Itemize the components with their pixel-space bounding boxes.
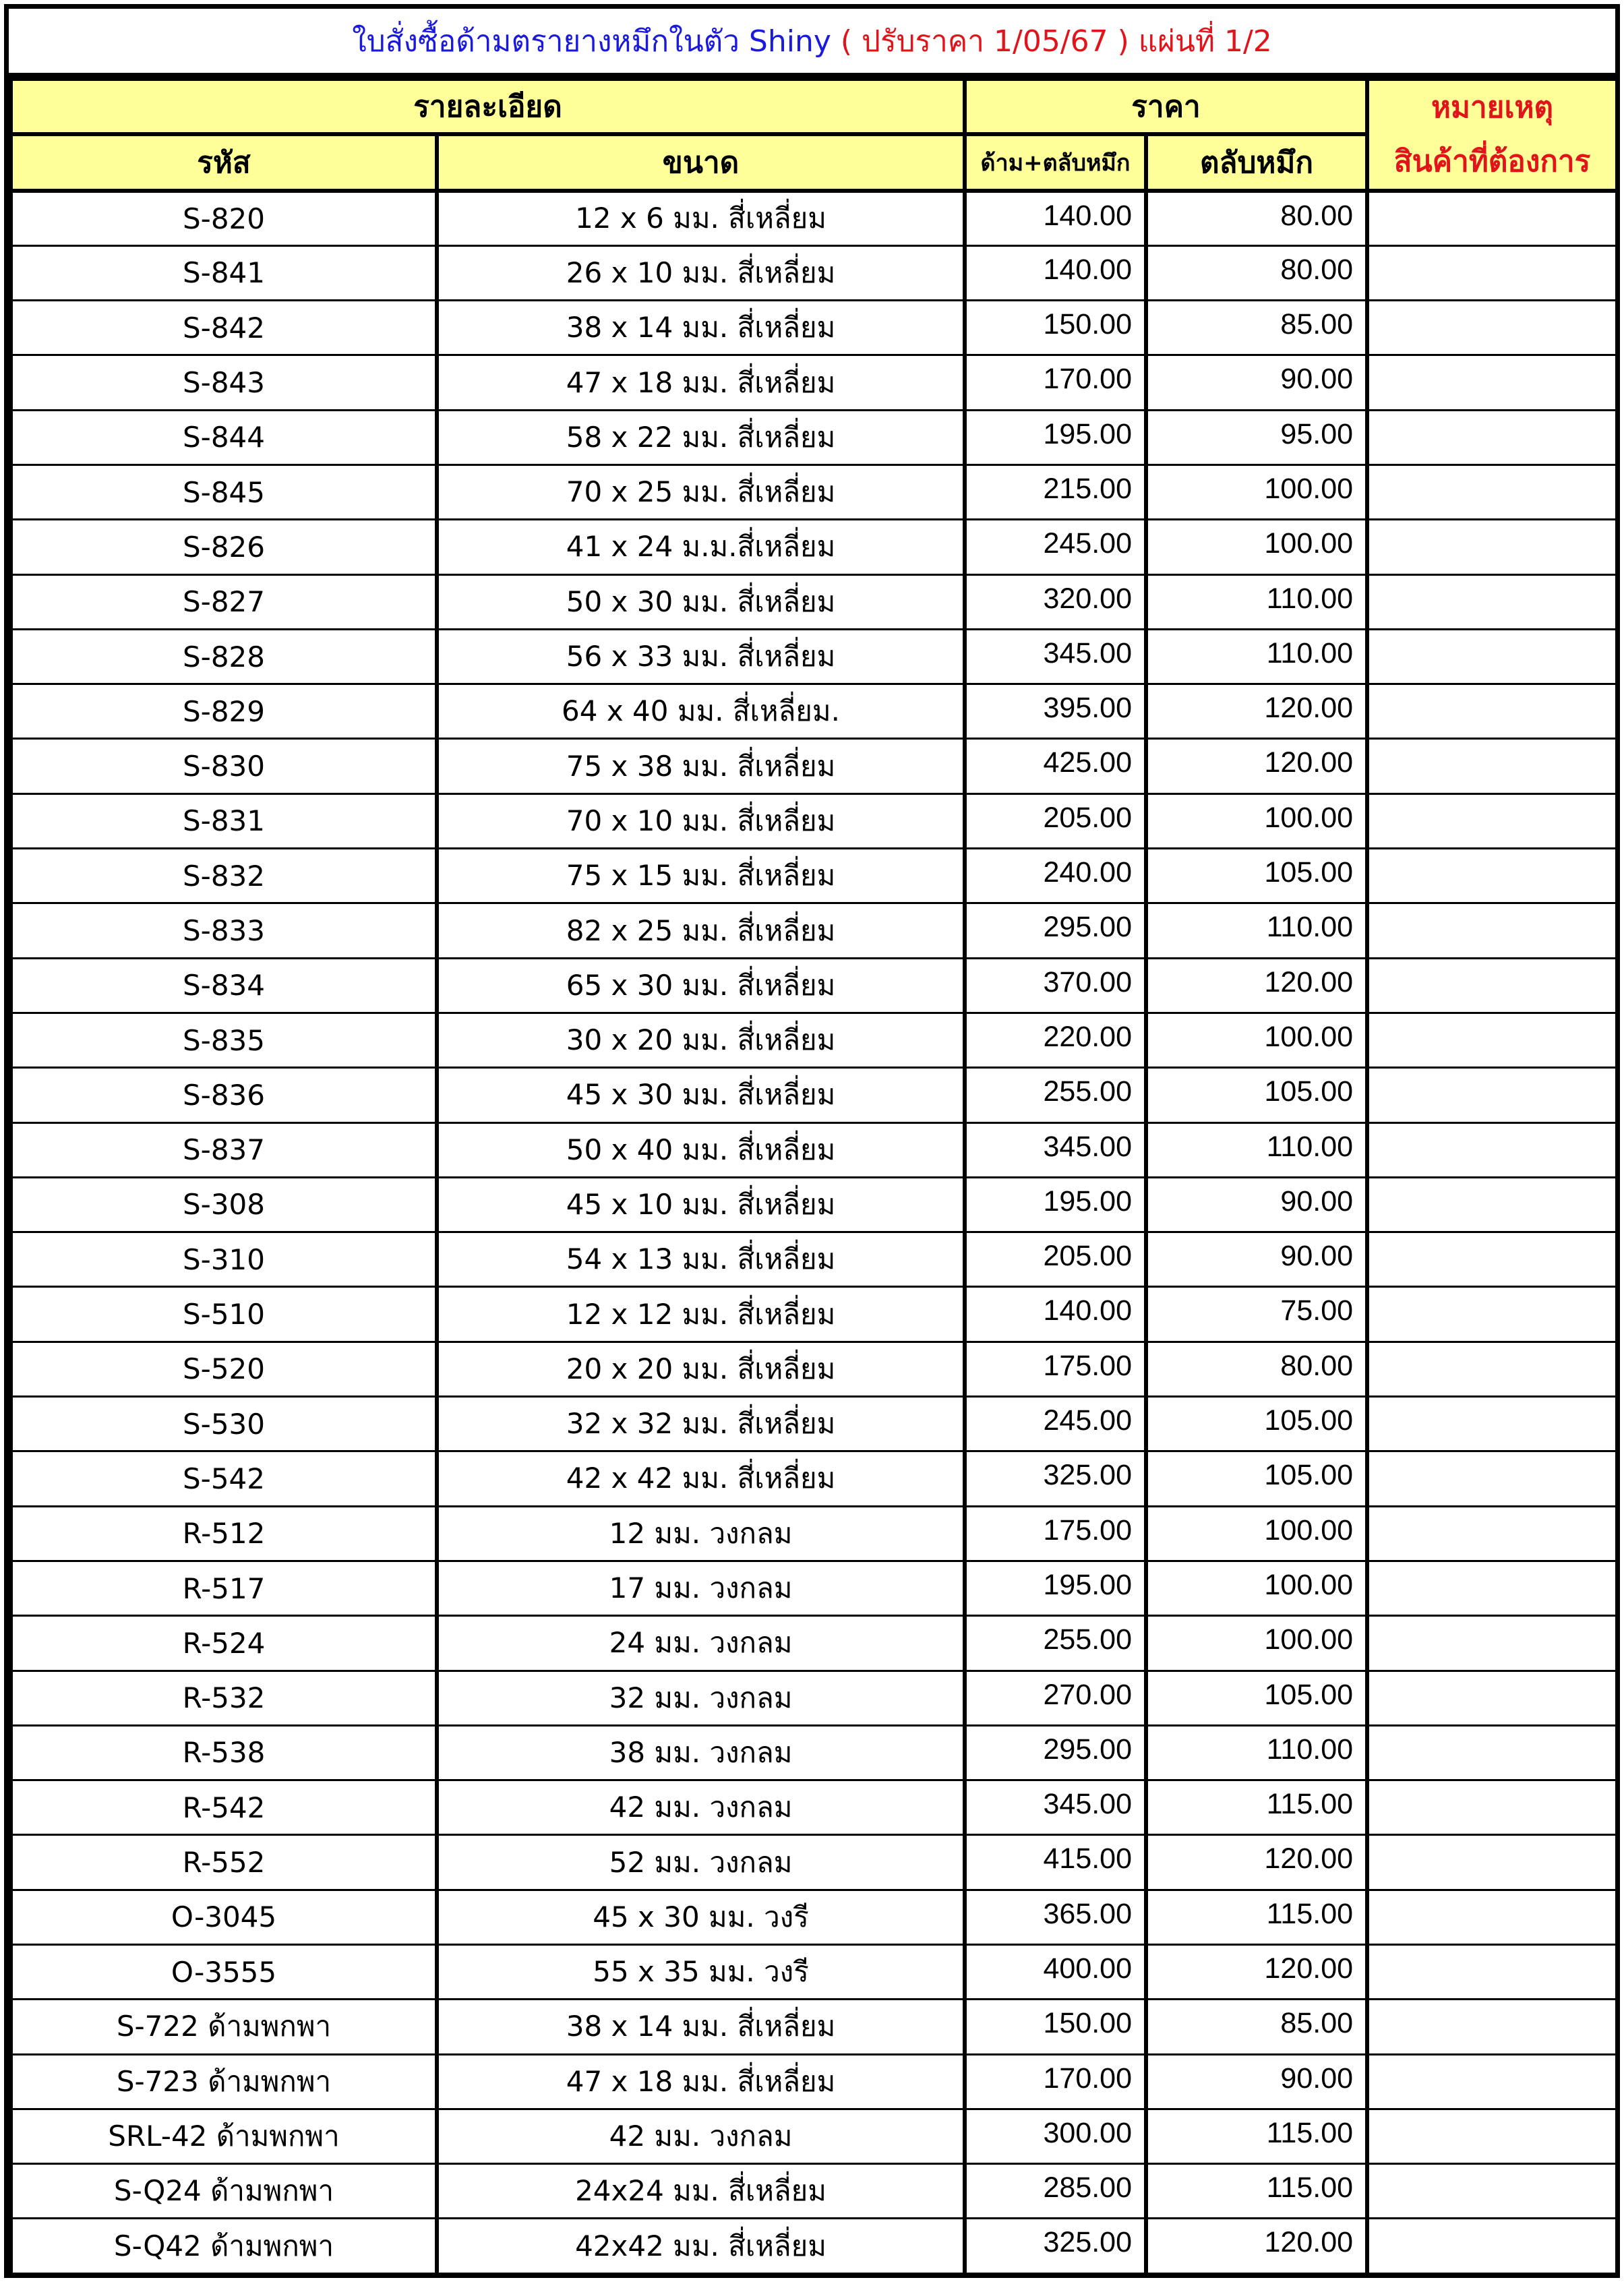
price-handle-cartridge-cell: 415.00 (965, 1835, 1146, 1890)
product-size-cell: 38 x 14 มม. สี่เหลี่ยม (437, 301, 965, 355)
product-code-cell: R-552 (11, 1835, 437, 1890)
price-handle-cartridge-cell: 295.00 (965, 1725, 1146, 1780)
price-cartridge-cell: 115.00 (1146, 2164, 1367, 2219)
price-handle-cartridge-cell: 205.00 (965, 1232, 1146, 1287)
product-size-cell: 32 x 32 มม. สี่เหลี่ยม (437, 1397, 965, 1451)
product-size-cell: 12 x 6 มม. สี่เหลี่ยม (437, 191, 965, 245)
product-size-cell: 12 x 12 มม. สี่เหลี่ยม (437, 1287, 965, 1342)
product-size-cell: 70 x 25 มม. สี่เหลี่ยม (437, 464, 965, 519)
product-code-cell: S-723 ด้ามพกพา (11, 2054, 437, 2109)
table-row (11, 1068, 1617, 1122)
remark-input-cell[interactable] (1367, 1506, 1617, 1561)
remark-input-cell[interactable] (1367, 574, 1617, 629)
form-title (9, 9, 1615, 77)
header-remark (1367, 79, 1617, 191)
product-code-cell: S-836 (11, 1068, 437, 1122)
product-size-cell: 52 มม. วงกลม (437, 1835, 965, 1890)
table-row (11, 1725, 1617, 1780)
table-row (11, 1177, 1617, 1232)
table-row (11, 2054, 1617, 2109)
remark-input-cell[interactable] (1367, 1397, 1617, 1451)
remark-input-cell[interactable] (1367, 1671, 1617, 1725)
product-size-cell: 65 x 30 มม. สี่เหลี่ยม (437, 958, 965, 1013)
product-code-cell: S-843 (11, 355, 437, 410)
remark-input-cell[interactable] (1367, 301, 1617, 355)
price-cartridge-cell: 90.00 (1146, 1232, 1367, 1287)
price-cartridge-cell: 105.00 (1146, 1397, 1367, 1451)
price-cartridge-cell: 110.00 (1146, 1122, 1367, 1177)
price-cartridge-cell: 120.00 (1146, 2219, 1367, 2273)
product-size-cell: 64 x 40 มม. สี่เหลี่ยม. (437, 684, 965, 739)
price-cartridge-cell: 105.00 (1146, 1671, 1367, 1725)
remark-input-cell[interactable] (1367, 2109, 1617, 2163)
table-row (11, 1671, 1617, 1725)
product-size-cell: 38 มม. วงกลม (437, 1725, 965, 1780)
product-code-cell: S-820 (11, 191, 437, 245)
price-cartridge-cell: 105.00 (1146, 1451, 1367, 1506)
product-size-cell: 45 x 30 มม. วงรี (437, 1890, 965, 1944)
product-code-cell: S-827 (11, 574, 437, 629)
price-cartridge-cell: 105.00 (1146, 849, 1367, 903)
product-code-cell: S-844 (11, 410, 437, 464)
table-row (11, 355, 1617, 410)
table-row (11, 1616, 1617, 1671)
table-row (11, 1890, 1617, 1944)
product-size-cell: 38 x 14 มม. สี่เหลี่ยม (437, 2000, 965, 2054)
header-remark-line1: หมายเหตุ (1431, 90, 1554, 125)
table-row (11, 739, 1617, 793)
table-row (11, 793, 1617, 848)
product-code-cell: R-512 (11, 1506, 437, 1561)
table-row (11, 2109, 1617, 2163)
price-handle-cartridge-cell: 175.00 (965, 1506, 1146, 1561)
price-handle-cartridge-cell: 370.00 (965, 958, 1146, 1013)
table-row (11, 958, 1617, 1013)
product-code-cell: S-Q42 ด้ามพกพา (11, 2219, 437, 2273)
price-handle-cartridge-cell: 270.00 (965, 1671, 1146, 1725)
remark-input-cell[interactable] (1367, 684, 1617, 739)
product-code-cell: S-826 (11, 520, 437, 574)
price-handle-cartridge-cell: 220.00 (965, 1013, 1146, 1067)
table-row (11, 574, 1617, 629)
header-remark-line2: สินค้าที่ต้องการ (1393, 144, 1591, 179)
remark-input-cell[interactable] (1367, 520, 1617, 574)
price-handle-cartridge-cell: 205.00 (965, 793, 1146, 848)
header-cartridge: ตลับหมึก (1146, 134, 1367, 191)
product-code-cell: S-308 (11, 1177, 437, 1232)
price-cartridge-cell: 80.00 (1146, 1342, 1367, 1396)
remark-input-cell[interactable] (1367, 1616, 1617, 1671)
product-code-cell: S-834 (11, 958, 437, 1013)
product-code-cell: S-833 (11, 903, 437, 958)
price-handle-cartridge-cell: 325.00 (965, 2219, 1146, 2273)
table-row (11, 1122, 1617, 1177)
remark-input-cell[interactable] (1367, 1342, 1617, 1396)
table-row (11, 684, 1617, 739)
product-code-cell: O-3555 (11, 1945, 437, 2000)
price-handle-cartridge-cell: 140.00 (965, 191, 1146, 245)
remark-input-cell[interactable] (1367, 1780, 1617, 1835)
product-size-cell: 30 x 20 มม. สี่เหลี่ยม (437, 1013, 965, 1067)
price-handle-cartridge-cell: 365.00 (965, 1890, 1146, 1944)
product-size-cell: 26 x 10 มม. สี่เหลี่ยม (437, 245, 965, 300)
price-handle-cartridge-cell: 215.00 (965, 464, 1146, 519)
price-cartridge-cell: 100.00 (1146, 1013, 1367, 1067)
product-code-cell: S-520 (11, 1342, 437, 1396)
form-title-main: ใบสั่งซื้อด้ามตรายางหมึกในตัว Shiny (352, 24, 831, 59)
product-size-cell: 56 x 33 มม. สี่เหลี่ยม (437, 629, 965, 684)
table-body (11, 191, 1617, 2273)
product-size-cell: 50 x 30 มม. สี่เหลี่ยม (437, 574, 965, 629)
table-row (11, 191, 1617, 245)
table-row (11, 1835, 1617, 1890)
price-cartridge-cell: 100.00 (1146, 793, 1367, 848)
product-size-cell: 17 มม. วงกลม (437, 1561, 965, 1615)
remark-input-cell[interactable] (1367, 629, 1617, 684)
remark-input-cell[interactable] (1367, 739, 1617, 793)
price-cartridge-cell: 100.00 (1146, 520, 1367, 574)
price-cartridge-cell: 120.00 (1146, 958, 1367, 1013)
table-row (11, 2219, 1617, 2273)
price-handle-cartridge-cell: 140.00 (965, 245, 1146, 300)
product-code-cell: S-842 (11, 301, 437, 355)
table-row (11, 1287, 1617, 1342)
table-row (11, 1780, 1617, 1835)
product-code-cell: R-538 (11, 1725, 437, 1780)
price-handle-cartridge-cell: 255.00 (965, 1616, 1146, 1671)
price-cartridge-cell: 90.00 (1146, 355, 1367, 410)
price-cartridge-cell: 85.00 (1146, 301, 1367, 355)
remark-input-cell[interactable] (1367, 1945, 1617, 2000)
price-handle-cartridge-cell: 170.00 (965, 2054, 1146, 2109)
table-row (11, 1451, 1617, 1506)
product-size-cell: 32 มม. วงกลม (437, 1671, 965, 1725)
table-row (11, 520, 1617, 574)
remark-input-cell[interactable] (1367, 1177, 1617, 1232)
table-row (11, 1342, 1617, 1396)
product-size-cell: 75 x 15 มม. สี่เหลี่ยม (437, 849, 965, 903)
price-handle-cartridge-cell: 195.00 (965, 410, 1146, 464)
price-handle-cartridge-cell: 295.00 (965, 903, 1146, 958)
product-code-cell: S-837 (11, 1122, 437, 1177)
price-cartridge-cell: 80.00 (1146, 191, 1367, 245)
product-size-cell: 24x24 มม. สี่เหลี่ยม (437, 2164, 965, 2219)
table-row (11, 1506, 1617, 1561)
price-cartridge-cell: 85.00 (1146, 2000, 1367, 2054)
price-handle-cartridge-cell: 240.00 (965, 849, 1146, 903)
price-cartridge-cell: 100.00 (1146, 1506, 1367, 1561)
remark-input-cell[interactable] (1367, 2164, 1617, 2219)
product-size-cell: 47 x 18 มม. สี่เหลี่ยม (437, 2054, 965, 2109)
price-cartridge-cell: 90.00 (1146, 2054, 1367, 2109)
product-code-cell: S-828 (11, 629, 437, 684)
product-code-cell: S-830 (11, 739, 437, 793)
price-handle-cartridge-cell: 300.00 (965, 2109, 1146, 2163)
header-size: ขนาด (437, 134, 965, 191)
price-handle-cartridge-cell: 175.00 (965, 1342, 1146, 1396)
price-handle-cartridge-cell: 345.00 (965, 1122, 1146, 1177)
price-cartridge-cell: 75.00 (1146, 1287, 1367, 1342)
price-handle-cartridge-cell: 195.00 (965, 1561, 1146, 1615)
product-code-cell: S-310 (11, 1232, 437, 1287)
product-size-cell: 82 x 25 มม. สี่เหลี่ยม (437, 903, 965, 958)
price-cartridge-cell: 100.00 (1146, 1616, 1367, 1671)
table-row (11, 410, 1617, 464)
product-size-cell: 24 มม. วงกลม (437, 1616, 965, 1671)
table-row (11, 903, 1617, 958)
price-cartridge-cell: 100.00 (1146, 464, 1367, 519)
price-handle-cartridge-cell: 400.00 (965, 1945, 1146, 2000)
product-size-cell: 42 มม. วงกลม (437, 1780, 965, 1835)
product-size-cell: 45 x 30 มม. สี่เหลี่ยม (437, 1068, 965, 1122)
price-handle-cartridge-cell: 255.00 (965, 1068, 1146, 1122)
remark-input-cell[interactable] (1367, 1232, 1617, 1287)
remark-input-cell[interactable] (1367, 245, 1617, 300)
product-code-cell: R-524 (11, 1616, 437, 1671)
price-handle-cartridge-cell: 170.00 (965, 355, 1146, 410)
remark-input-cell[interactable] (1367, 2054, 1617, 2109)
form-title-suffix: ( ปรับราคา 1/05/67 ) แผ่นที่ 1/2 (840, 24, 1272, 59)
price-cartridge-cell: 80.00 (1146, 245, 1367, 300)
product-size-cell: 42 มม. วงกลม (437, 2109, 965, 2163)
table-row (11, 1013, 1617, 1067)
table-row (11, 301, 1617, 355)
remark-input-cell[interactable] (1367, 2219, 1617, 2273)
table-row (11, 1945, 1617, 2000)
price-cartridge-cell: 110.00 (1146, 903, 1367, 958)
product-code-cell: R-517 (11, 1561, 437, 1615)
table-row (11, 464, 1617, 519)
remark-input-cell[interactable] (1367, 958, 1617, 1013)
product-code-cell: R-542 (11, 1780, 437, 1835)
table-row (11, 2164, 1617, 2219)
price-handle-cartridge-cell: 150.00 (965, 2000, 1146, 2054)
product-code-cell: S-831 (11, 793, 437, 848)
table-row (11, 245, 1617, 300)
remark-input-cell[interactable] (1367, 1287, 1617, 1342)
price-handle-cartridge-cell: 245.00 (965, 520, 1146, 574)
remark-input-cell[interactable] (1367, 464, 1617, 519)
remark-input-cell[interactable] (1367, 1890, 1617, 1944)
price-handle-cartridge-cell: 285.00 (965, 2164, 1146, 2219)
product-size-cell: 70 x 10 มม. สี่เหลี่ยม (437, 793, 965, 848)
remark-input-cell[interactable] (1367, 1835, 1617, 1890)
product-size-cell: 42 x 42 มม. สี่เหลี่ยม (437, 1451, 965, 1506)
product-size-cell: 75 x 38 มม. สี่เหลี่ยม (437, 739, 965, 793)
product-size-cell: 54 x 13 มม. สี่เหลี่ยม (437, 1232, 965, 1287)
order-form-sheet (4, 4, 1620, 2278)
price-handle-cartridge-cell: 425.00 (965, 739, 1146, 793)
product-code-cell: S-841 (11, 245, 437, 300)
remark-input-cell[interactable] (1367, 1725, 1617, 1780)
product-size-cell: 47 x 18 มม. สี่เหลี่ยม (437, 355, 965, 410)
price-cartridge-cell: 100.00 (1146, 1561, 1367, 1615)
product-size-cell: 50 x 40 มม. สี่เหลี่ยม (437, 1122, 965, 1177)
remark-input-cell[interactable] (1367, 1068, 1617, 1122)
table-row (11, 849, 1617, 903)
remark-input-cell[interactable] (1367, 1013, 1617, 1067)
price-cartridge-cell: 115.00 (1146, 1780, 1367, 1835)
product-size-cell: 12 มม. วงกลม (437, 1506, 965, 1561)
price-handle-cartridge-cell: 320.00 (965, 574, 1146, 629)
price-cartridge-cell: 90.00 (1146, 1177, 1367, 1232)
product-size-cell: 55 x 35 มม. วงรี (437, 1945, 965, 2000)
remark-input-cell[interactable] (1367, 793, 1617, 848)
table-row (11, 629, 1617, 684)
product-code-cell: O-3045 (11, 1890, 437, 1944)
header-code: รหัส (11, 134, 437, 191)
remark-input-cell[interactable] (1367, 1122, 1617, 1177)
product-code-cell: S-510 (11, 1287, 437, 1342)
header-handle-cartridge: ด้าม+ตลับหมึก (965, 134, 1146, 191)
price-cartridge-cell: 105.00 (1146, 1068, 1367, 1122)
product-size-cell: 41 x 24 ม.ม.สี่เหลี่ยม (437, 520, 965, 574)
product-code-cell: S-542 (11, 1451, 437, 1506)
price-cartridge-cell: 120.00 (1146, 1945, 1367, 2000)
product-code-cell: SRL-42 ด้ามพกพา (11, 2109, 437, 2163)
product-code-cell: S-845 (11, 464, 437, 519)
remark-input-cell[interactable] (1367, 849, 1617, 903)
price-table (9, 77, 1619, 2275)
remark-input-cell[interactable] (1367, 1451, 1617, 1506)
remark-input-cell[interactable] (1367, 410, 1617, 464)
table-row (11, 1232, 1617, 1287)
price-cartridge-cell: 120.00 (1146, 739, 1367, 793)
price-handle-cartridge-cell: 195.00 (965, 1177, 1146, 1232)
remark-input-cell[interactable] (1367, 903, 1617, 958)
price-handle-cartridge-cell: 140.00 (965, 1287, 1146, 1342)
price-handle-cartridge-cell: 395.00 (965, 684, 1146, 739)
price-cartridge-cell: 110.00 (1146, 1725, 1367, 1780)
price-cartridge-cell: 120.00 (1146, 684, 1367, 739)
product-code-cell: S-832 (11, 849, 437, 903)
table-row (11, 1397, 1617, 1451)
product-code-cell: S-Q24 ด้ามพกพา (11, 2164, 437, 2219)
price-cartridge-cell: 110.00 (1146, 574, 1367, 629)
price-handle-cartridge-cell: 345.00 (965, 1780, 1146, 1835)
price-cartridge-cell: 115.00 (1146, 2109, 1367, 2163)
table-row (11, 1561, 1617, 1615)
table-row (11, 2000, 1617, 2054)
header-details: รายละเอียด (11, 79, 965, 134)
product-size-cell: 42x42 มม. สี่เหลี่ยม (437, 2219, 965, 2273)
price-cartridge-cell: 110.00 (1146, 629, 1367, 684)
remark-input-cell[interactable] (1367, 355, 1617, 410)
product-code-cell: S-722 ด้ามพกพา (11, 2000, 437, 2054)
price-cartridge-cell: 120.00 (1146, 1835, 1367, 1890)
price-handle-cartridge-cell: 245.00 (965, 1397, 1146, 1451)
product-code-cell: S-829 (11, 684, 437, 739)
price-handle-cartridge-cell: 325.00 (965, 1451, 1146, 1506)
product-code-cell: R-532 (11, 1671, 437, 1725)
header-price: ราคา (965, 79, 1367, 134)
remark-input-cell[interactable] (1367, 2000, 1617, 2054)
price-cartridge-cell: 95.00 (1146, 410, 1367, 464)
price-handle-cartridge-cell: 345.00 (965, 629, 1146, 684)
product-size-cell: 45 x 10 มม. สี่เหลี่ยม (437, 1177, 965, 1232)
price-cartridge-cell: 115.00 (1146, 1890, 1367, 1944)
product-code-cell: S-530 (11, 1397, 437, 1451)
remark-input-cell[interactable] (1367, 1561, 1617, 1615)
price-handle-cartridge-cell: 150.00 (965, 301, 1146, 355)
product-code-cell: S-835 (11, 1013, 437, 1067)
product-size-cell: 58 x 22 มม. สี่เหลี่ยม (437, 410, 965, 464)
remark-input-cell[interactable] (1367, 191, 1617, 245)
product-size-cell: 20 x 20 มม. สี่เหลี่ยม (437, 1342, 965, 1396)
